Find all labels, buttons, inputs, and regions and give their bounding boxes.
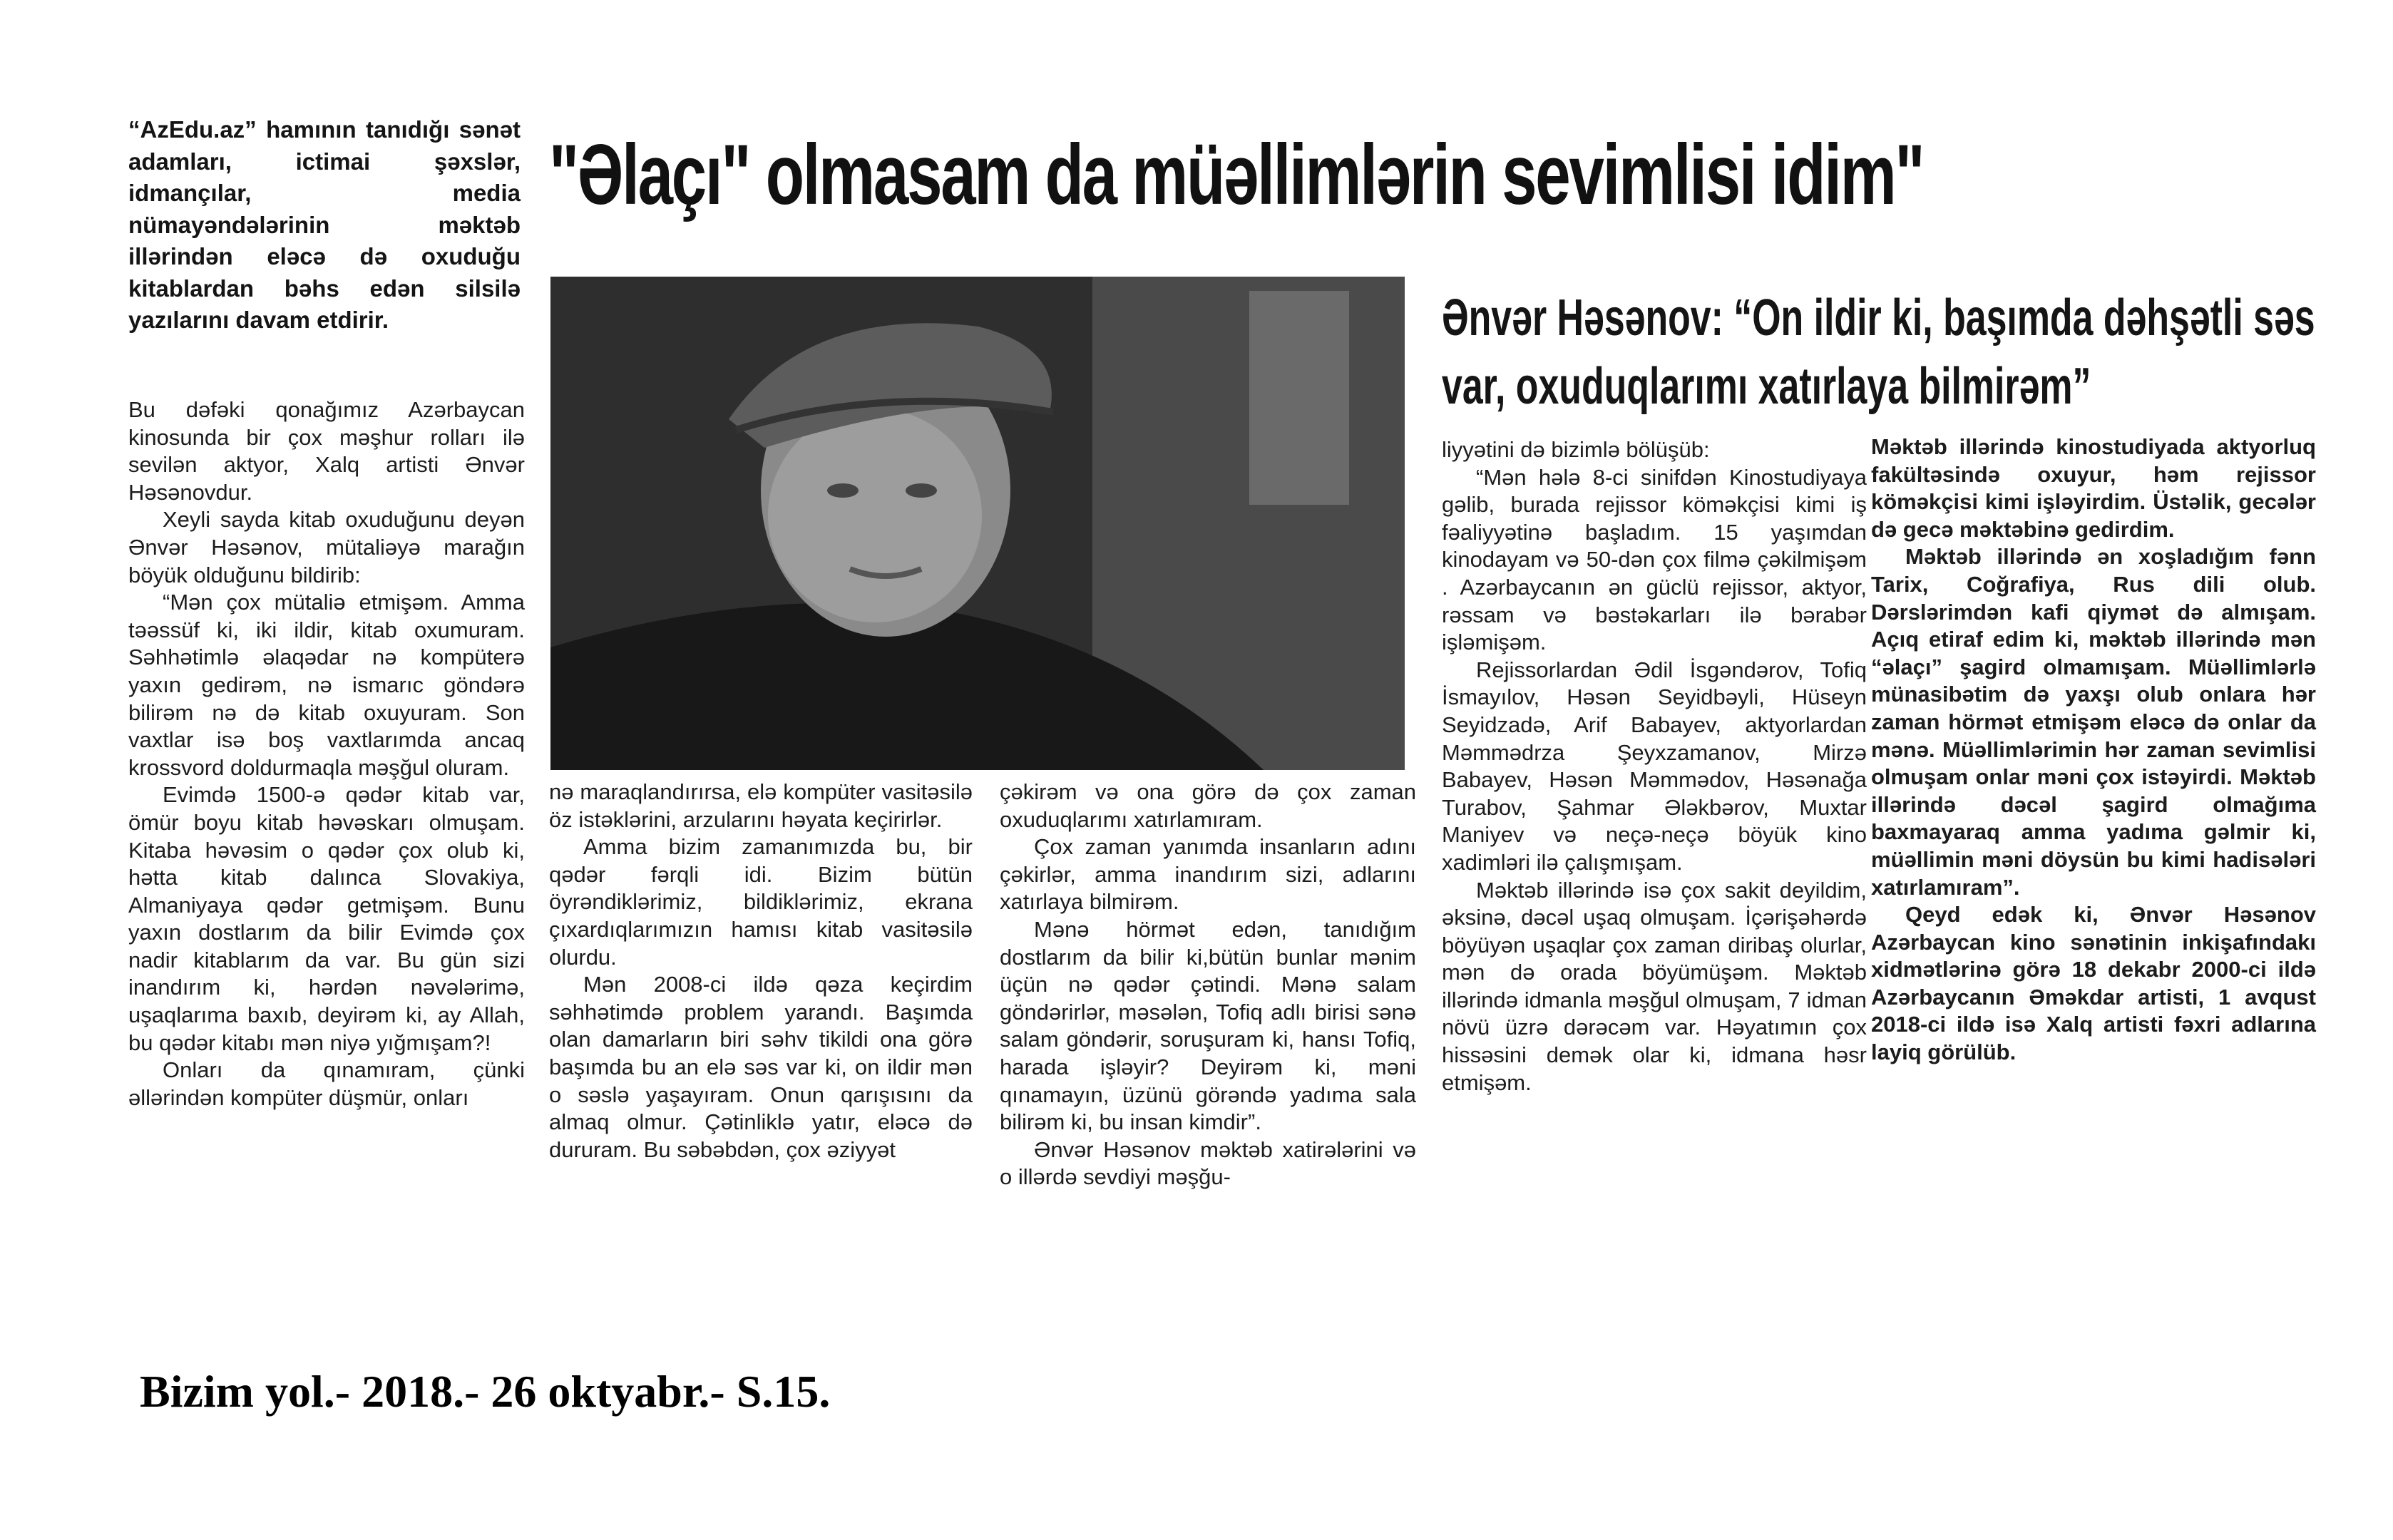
col1-paragraph-5: Onları da qınamıram, çünki əllərindən kompüter düşmür, onları <box>128 1057 525 1110</box>
col1-paragraph-4: Evimdə 1500-ə qədər kitab var, ömür boyu kitab həvəskarı olmuşam. Kitaba həvəsim o qədər çox olub ki, hətta kitab dalınca Slovakiya, Almaniyaya qədər getmişəm. Bunu yaxın dostlarım da bilir Evimdə çox nadir kitablarım da var. Bu gün sizi inandırım ki, hərdən nəvələrimə, uşaqlarıma baxıb, deyirəm ki, ay Allah, bu qədər kitabı mən niyə yığmışam?! <box>128 782 525 1055</box>
article-column-3 <box>1000 779 1416 1191</box>
col5-paragraph-3: Qeyd edək ki, Ənvər Həsənov Azərbaycan kino sənətinin inkişafındakı xidmətlərinə görə 18 dekabr 2000-ci ildə Azərbaycanın Əməkdar artisti, 1 avqust 2018-ci ildə isə Xalq artisti fəxri adlarına layiq görülüb. <box>1871 902 2316 1065</box>
col3-paragraph-4: Ənvər Həsənov məktəb xatirələrini və o illərdə sevdiyi məşğu- <box>1000 1136 1416 1190</box>
col1-paragraph-2: Xeyli sayda kitab oxuduğunu deyən Ənvər Həsənov, mütaliəyə marağın böyük olduğunu bildirib: <box>128 507 525 587</box>
col3-paragraph-1: çəkirəm və ona görə də çox zaman oxuduqlarımı xatırlamıram. <box>1000 779 1416 832</box>
intro-paragraph: “AzEdu.az” hamının tanıdığı sənət adamları, ictimai şəxslər, idmançılar, media nümayəndələrinin məktəb illərindən eləcə də oxuduğu kitablardan bəhs edən silsilə yazılarını davam etdirir. <box>128 116 521 333</box>
headline: "Əlaçı" olmasam da müəllimlərin sevimlisi idim" <box>549 127 1924 222</box>
col2-paragraph-1: nə maraqlandırırsa, elə kompüter vasitəsilə öz istəklərini, arzularını həyata keçirirlər. <box>549 779 973 832</box>
col1-paragraph-3: “Mən çox mütaliə etmişəm. Amma təəssüf ki, iki ildir, kitab oxumuram. Səhhətimlə əlaqədar nə kompüterə yaxın gedirəm, nə ismarıc göndərə bilirəm nə də kitab oxuyuram. Son vaxtlar isə boş vaxtlarımda ancaq krossvord doldurmaqla məşğul oluram. <box>128 590 525 780</box>
subheadline: Ənvər Həsənov: “On ildir ki, başımda dəhşətli səs var, oxuduqlarımı xatırlaya bilmirəm” <box>1442 289 2315 415</box>
col3-paragraph-2: Çox zaman yanımda insanların adını çəkirlər, amma inandırım sizi, adlarını xatırlaya bilmirəm. <box>1000 834 1416 915</box>
article-column-4 <box>1442 436 1867 1097</box>
portrait-photo <box>550 277 1405 770</box>
col4-paragraph-2: “Mən hələ 8-ci sinifdən Kinostudiyaya gəlib, burada rejissor köməkçisi kimi iş fəaliyyətinə başladım. 15 yaşımdan kinodayam və 50-dən çox filmə çəkilmişəm . Azərbaycanın ən güclü rejissor, aktyor, rəssam və bəstəkarları ilə bərabər işləmişəm. <box>1442 464 1867 655</box>
source-citation: Bizim yol.- 2018.- 26 oktyabr.- S.15. <box>140 1366 831 1417</box>
col4-paragraph-3: Rejissorlardan Ədil İsgəndərov, Tofiq İsmayılov, Həsən Seyidbəyli, Hüseyn Seyidzadə, Arif Babayev, aktyorlardan Məmmədrza Şeyxzamanov, Mirzə Babayev, Həsən Məmmədov, Həsənağa Turabov, Şahmar Ələkbərov, Muxtar Maniyev və neçə-neçə böyük kino xadimləri ilə çalışmışam. <box>1442 657 1867 875</box>
col4-paragraph-4: Məktəb illərində isə çox sakit deyildim, əksinə, dəcəl uşaq olmuşam. İçərişəhərdə böyüyən uşaqlar çox zaman diribaş olurlar, mən də orada böyümüşəm. Məktəb illərində idmanla məşğul olmuşam, 7 idman növü üzrə dərəcəm var. Həyatımın çox hissəsini demək olar ki, idmana həsr etmişəm. <box>1442 877 1867 1095</box>
col1-paragraph-1: Bu dəfəki qonağımız Azərbaycan kinosunda bir çox məşhur rolları ilə sevilən aktyor, Xalq artisti Ənvər Həsənovdur. <box>128 397 525 505</box>
col2-paragraph-2: Amma bizim zamanımızda bu, bir qədər fərqli idi. Bizim bütün öyrəndiklərimiz, bildiklərimiz, ekrana çıxardıqlarımızın hamısı kitab vasitəsilə olurdu. <box>549 834 973 970</box>
portrait-illustration <box>550 277 1405 770</box>
col4-paragraph-1: liyyətini də bizimlə bölüşüb: <box>1442 437 1710 462</box>
article-column-1 <box>128 396 525 1112</box>
col5-paragraph-2: Məktəb illərində ən xoşladığım fənn Tarix, Coğrafiya, Rus dili olub. Dərslərimdən kafi qiymət də almışam. Açıq etiraf edim ki, məktəb illərində mən “əlaçı” şagird olmamışam. Müəllimlərlə münasibətim də yaxşı olub onlara hər zaman hörmət etmişəm eləcə də onlar da mənə. Müəllimlərimin hər zaman sevimlisi olmuşam onlar məni çox istəyirdi. Məktəb illərində dəcəl şagird olmağıma baxmayaraq amma yadıma gəlmir ki, müəllimin məni döysün bu kimi hadisələri xatırlamıram”. <box>1871 544 2316 900</box>
col2-paragraph-3: Mən 2008-ci ildə qəza keçirdim səhhətimdə problem yarandı. Başımda olan damarların biri səhv tikildi ona görə başımda bu an elə səs var ki, on ildir mən o səslə yaşayıram. Onun qarışısını da almaq olmur. Çətinliklə yatır, eləcə də dururam. Bu səbəbdən, çox əziyyət <box>549 972 973 1162</box>
col3-paragraph-3: Mənə hörmət edən, tanıdığım dostlarım da bilir ki,bütün bunlar mənim üçün nə qədər çətindi. Mənə salam göndərirlər, məsələn, Tofiq adlı birisi sənə salam göndərir, soruşuram ki, hansı Tofiq, harada işləyir? Deyirəm ki, məni qınamayın, üzünü görəndə yadıma sala bilirəm ki, bu insan kimdir”. <box>1000 916 1416 1135</box>
col5-paragraph-1: Məktəb illərində kinostudiyada aktyorluq fakültəsində oxuyur, həm rejissor köməkçisi kimi işləyirdim. Üstəlik, gecələr də gecə məktəbinə gedirdim. <box>1871 434 2316 542</box>
article-column-5 <box>1871 433 2316 1067</box>
article-column-2 <box>549 779 973 1164</box>
